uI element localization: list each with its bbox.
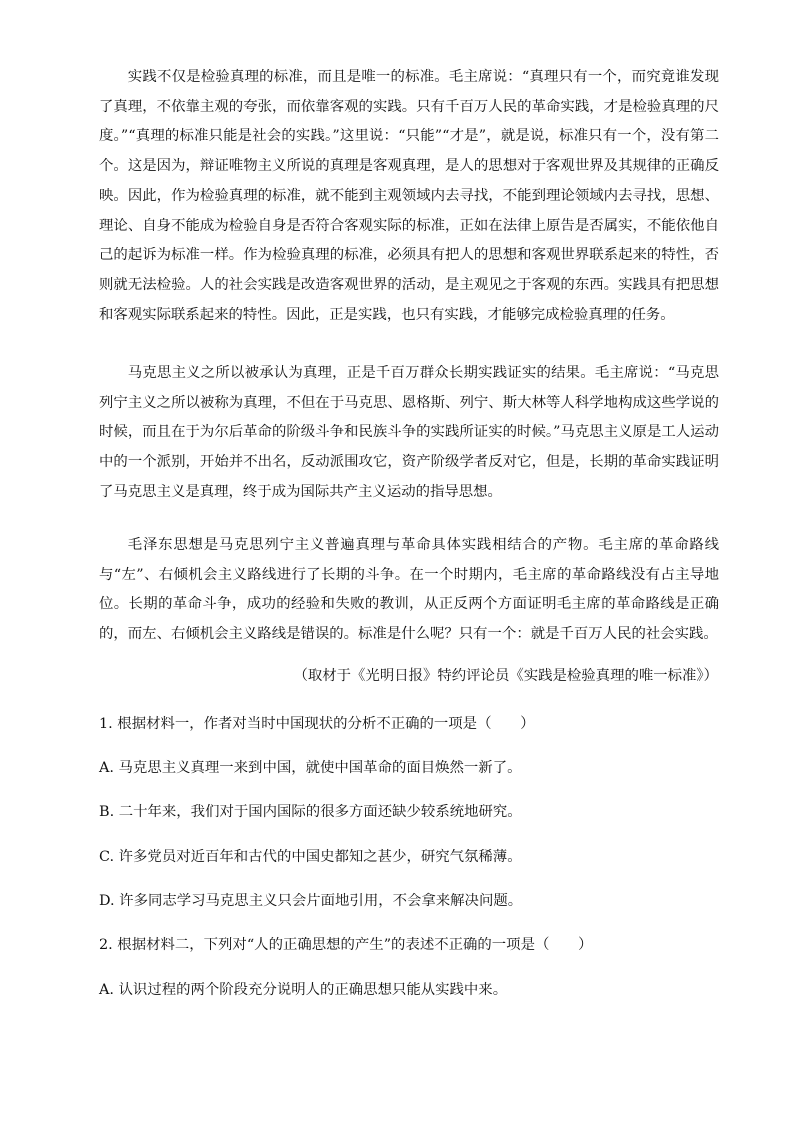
source-citation: （取材于《光明日报》特约评论员《实践是检验真理的唯一标准》）	[293, 668, 718, 684]
paragraph-practice-standard: 实践不仅是检验真理的标准，而且是唯一的标准。毛主席说：“真理只有一个，而究竟谁发现了真理，不依靠主观的夸张，而依靠客观的实践。只有千百万人民的革命实践，才是检验真理的尺度。”“真理的标准只能是社会的实践。”这里说：“只能”“才是”，就是说，标准只有一个，没有第二个。这是因为，辩证唯物主义所说的真理是客观真理，是人的思想对于客观世界及其规律的正确反映。因此，作为检验真理的标准，就不能到主观领域内去寻找，不能到理论领域内去寻找，思想、理论、自身不能成为检验自身是否符合客观实际的标准，正如在法律上原告是否属实，不能依他自己的起诉为标准一样。作为检验真理的标准，必须具有把人的思想和客观世界联系起来的特性，否则就无法检验。人的社会实践是改造客观世界的活动，是主观见之于客观的东西。实践具有把思想和客观实际联系起来的特性。因此，正是实践，也只有实践，才能够完成检验真理的任务。	[99, 69, 719, 323]
paragraph-mao-thought: 毛泽东思想是马克思列宁主义普遍真理与革命具体实践相结合的产物。毛主席的革命路线与“左”、右倾机会主义路线进行了长期的斗争。在一个时期内，毛主席的革命路线没有占主导地位。长期的革命斗争，成功的经验和失败的教训，从正反两个方面证明毛主席的革命路线是正确的，而左、右倾机会主义路线是错误的。标准是什么呢？只有一个：就是千百万人民的社会实践。	[99, 537, 719, 643]
question-1-option-a: A. 马克思主义真理一来到中国，就使中国革命的面目焕然一新了。	[99, 760, 522, 776]
question-1-option-d: D. 许多同志学习马克思主义只会片面地引用，不会拿来解决问题。	[99, 893, 523, 909]
paragraph-marxism-truth: 马克思主义之所以被承认为真理，正是千百万群众长期实践证实的结果。毛主席说：“马克思列宁主义之所以被称为真理，不但在于马克思、恩格斯、列宁、斯大林等人科学地构成这些学说的时候，而且在于为尔后革命的阶级斗争和民族斗争的实践所证实的时候。”马克思主义原是工人运动中的一个派别，开始并不出名，反动派围攻它，资产阶级学者反对它，但是，长期的革命实践证明了马克思主义是真理，终于成为国际共产主义运动的指导思想。	[99, 365, 719, 500]
question-1-stem: 1. 根据材料一，作者对当时中国现状的分析不正确的一项是（ ）	[99, 716, 535, 732]
question-1-option-b: B. 二十年来，我们对于国内国际的很多方面还缺少较系统地研究。	[99, 804, 522, 820]
question-2-stem: 2. 根据材料二，下列对“人的正确思想的产生”的表述不正确的一项是（ ）	[99, 937, 593, 953]
question-1-option-c: C. 许多党员对近百年和古代的中国史都知之甚少，研究气氛稀薄。	[99, 849, 522, 865]
question-2-option-a: A. 认识过程的两个阶段充分说明人的正确思想只能从实践中来。	[99, 982, 508, 998]
